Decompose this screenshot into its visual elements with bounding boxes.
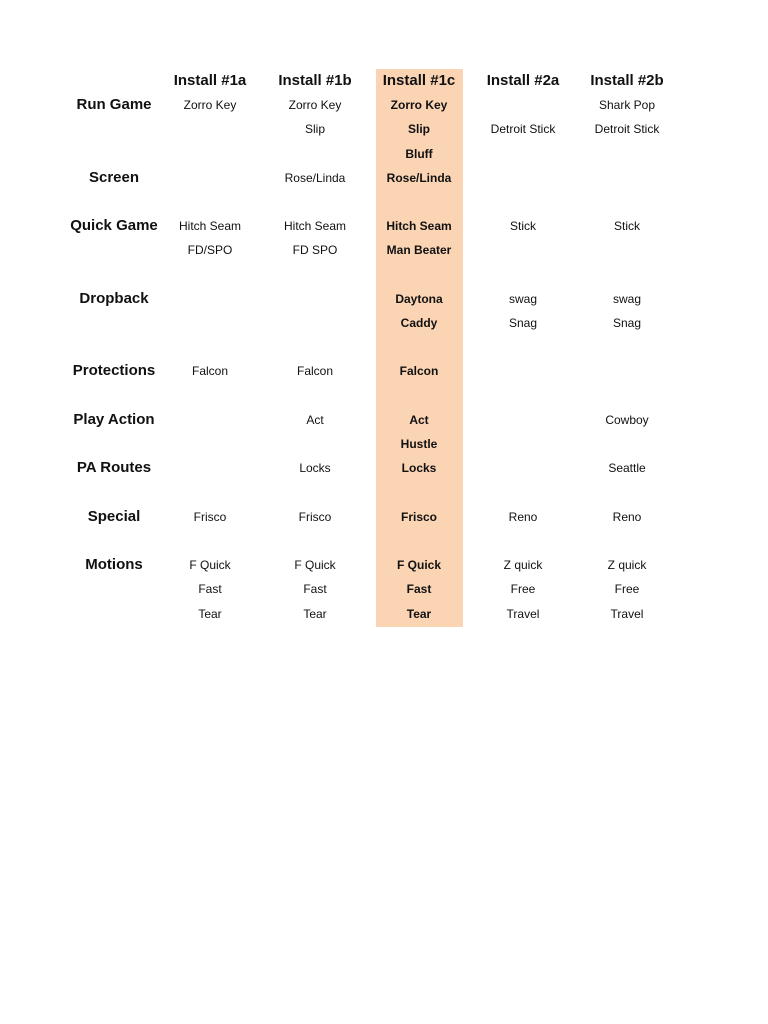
play-cell: Act — [409, 413, 429, 427]
play-cell: FD/SPO — [187, 243, 233, 257]
play-cell: Tear — [406, 607, 432, 621]
play-cell: Z quick — [503, 558, 543, 572]
row-label: Dropback — [79, 290, 149, 307]
play-cell: Detroit Stick — [594, 122, 660, 136]
play-cell: Snag — [508, 316, 538, 330]
play-cell: Snag — [612, 316, 642, 330]
row-label: Play Action — [73, 411, 155, 428]
play-cell: Stick — [613, 219, 640, 233]
play-cell: Locks — [299, 461, 331, 475]
play-cell: Rose/Linda — [284, 171, 346, 185]
play-cell: Fast — [406, 582, 432, 596]
play-cell: Seattle — [608, 461, 646, 475]
play-cell: Z quick — [607, 558, 647, 572]
play-cell: Reno — [508, 510, 538, 524]
play-cell: Falcon — [296, 364, 334, 378]
play-cell: Hitch Seam — [178, 219, 242, 233]
play-cell: Travel — [506, 607, 540, 621]
play-cell: Man Beater — [386, 243, 452, 257]
play-cell: swag — [508, 292, 537, 306]
column-header: Install #1a — [173, 72, 247, 89]
play-cell: Caddy — [400, 316, 438, 330]
play-cell: Free — [614, 582, 640, 596]
play-cell: Cowboy — [605, 413, 649, 427]
play-cell: Act — [306, 413, 324, 427]
play-cell: Daytona — [395, 292, 443, 306]
play-cell: Zorro Key — [390, 98, 448, 112]
play-cell: Fast — [198, 582, 222, 596]
play-cell: Free — [510, 582, 536, 596]
row-label: Quick Game — [70, 217, 158, 234]
play-cell: Shark Pop — [598, 98, 656, 112]
play-cell: Zorro Key — [288, 98, 342, 112]
play-cell: Frisco — [400, 510, 437, 524]
play-cell: Stick — [509, 219, 536, 233]
row-label: Motions — [85, 556, 143, 573]
play-cell: Tear — [303, 607, 327, 621]
play-cell: F Quick — [396, 558, 441, 572]
play-cell: Slip — [407, 122, 430, 136]
play-cell: Falcon — [399, 364, 439, 378]
column-header: Install #2a — [486, 72, 560, 89]
play-cell: Detroit Stick — [490, 122, 556, 136]
play-cell: Rose/Linda — [386, 171, 452, 185]
play-cell: Reno — [612, 510, 642, 524]
play-cell: F Quick — [189, 558, 231, 572]
play-cell: Travel — [610, 607, 644, 621]
play-cell: Hustle — [400, 437, 438, 451]
play-cell: FD SPO — [292, 243, 338, 257]
play-cell: Fast — [303, 582, 327, 596]
column-header: Install #2b — [590, 72, 664, 89]
play-cell: swag — [612, 292, 641, 306]
play-cell: Bluff — [405, 147, 433, 161]
column-header: Install #1c — [382, 72, 456, 89]
play-cell: Hitch Seam — [386, 219, 452, 233]
play-cell: Frisco — [298, 510, 332, 524]
row-label: Protections — [72, 362, 156, 379]
play-cell: Locks — [401, 461, 437, 475]
row-label: PA Routes — [76, 459, 152, 476]
play-cell: F Quick — [294, 558, 336, 572]
play-cell: Frisco — [193, 510, 227, 524]
play-cell: Falcon — [191, 364, 229, 378]
row-label: Run Game — [76, 96, 152, 113]
play-cell: Hitch Seam — [283, 219, 347, 233]
play-cell: Zorro Key — [183, 98, 237, 112]
column-header: Install #1b — [278, 72, 352, 89]
play-cell: Tear — [198, 607, 222, 621]
play-cell: Slip — [304, 122, 325, 136]
row-label: Screen — [88, 169, 140, 186]
row-label: Special — [87, 508, 141, 525]
